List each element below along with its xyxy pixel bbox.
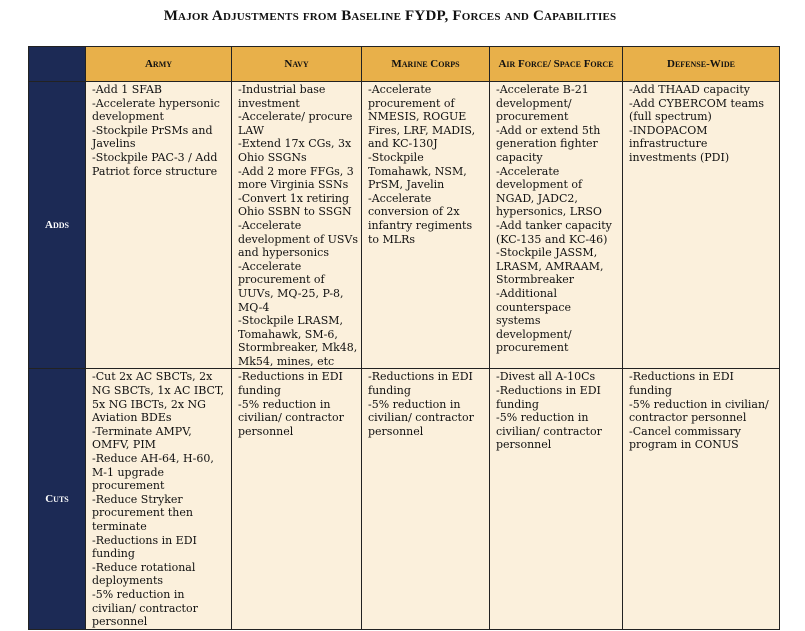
- list-item: -Accelerate hypersonic development: [92, 96, 220, 124]
- list-item: -5% reduction in civilian/ contractor personnel: [92, 587, 198, 629]
- column-header-army: Army: [86, 47, 232, 82]
- adjustments-table: [28, 46, 780, 630]
- list-item: -5% reduction in civilian/ contractor personnel: [629, 397, 769, 425]
- list-item: -Stockpile Tomahawk, NSM, PrSM, Javelin: [368, 150, 467, 192]
- cell-cuts-defense-wide: [623, 369, 780, 629]
- list-item: -Accelerate development of USVs and hypersonics: [238, 218, 358, 260]
- corner-cell: [29, 47, 86, 82]
- list-item: -Accelerate procurement of NMESIS, ROGUE Fires, LRF, MADIS, and KC-130J: [368, 83, 476, 151]
- list-item: -Stockpile LRASM, Tomahawk, SM-6, Stormbreaker, Mk48, Mk54, mines, etc: [238, 314, 358, 368]
- list-item: -Extend 17x CGs, 3x Ohio SSGNs: [238, 137, 352, 164]
- row-header-adds: Adds: [29, 82, 86, 369]
- column-header-air-force-space-force: Air Force/ Space Force: [490, 47, 623, 82]
- column-header-marine-corps: Marine Corps: [362, 47, 490, 82]
- list-item: -Accelerate development of NGAD, JADC2, hypersonics, LRSO: [496, 164, 602, 219]
- list-item: -Add THAAD capacity: [629, 83, 751, 96]
- cell-adds-marine-corps: [362, 82, 490, 369]
- list-item: -Reductions in EDI funding: [496, 384, 601, 411]
- list-item: -5% reduction in civilian/ contractor personnel: [368, 397, 474, 438]
- list-item: -Stockpile PrSMs and Javelins: [92, 123, 213, 151]
- list-item: -Add or extend 5th generation fighter capacity: [496, 123, 601, 164]
- list-item: -Reduce AH-64, H-60, M-1 upgrade procurement: [92, 452, 214, 493]
- row-header-cuts: Cuts: [29, 369, 86, 629]
- page-title: Major Adjustments from Baseline FYDP, Forces and Capabilities: [163, 8, 617, 24]
- list-item: -Industrial base investment: [238, 83, 326, 110]
- cell-adds-navy: [232, 82, 362, 369]
- list-item: -Cancel commissary program in CONUS: [629, 424, 741, 452]
- table-row-cuts: [29, 369, 780, 629]
- list-item: -Accelerate conversion of 2x infantry regiments to MLRs: [368, 191, 473, 246]
- list-item: -Stockpile JASSM, LRASM, AMRAAM, Stormbreaker: [496, 246, 604, 287]
- list-item: -Reductions in EDI funding: [368, 370, 473, 398]
- list-item: -Additional counterspace systems development/ procurement: [496, 286, 572, 355]
- column-header-navy: Navy: [232, 47, 362, 82]
- list-item: -Add 1 SFAB: [92, 83, 162, 96]
- list-item: -Reductions in EDI funding: [92, 533, 197, 561]
- list-item: -Reductions in EDI funding: [629, 370, 734, 398]
- list-item: -Divest all A-10Cs: [496, 370, 596, 384]
- cell-cuts-marine-corps: [362, 369, 490, 629]
- list-item: -Add tanker capacity (KC-135 and KC-46): [496, 218, 612, 246]
- list-item: -Convert 1x retiring Ohio SSBN to SSGN: [238, 191, 352, 219]
- list-item: -Stockpile PAC-3 / Add Patriot force structure: [92, 150, 218, 178]
- table-row-adds: [29, 82, 780, 369]
- cell-cuts-air-force-space-force: [490, 369, 623, 629]
- list-item: -Reduce Stryker procurement then terminate: [92, 492, 193, 533]
- list-item: -Accelerate/ procure LAW: [238, 110, 353, 137]
- list-item: -Accelerate B-21 development/ procurement: [496, 83, 589, 124]
- list-item: -Accelerate procurement of UUVs, MQ-25, P-8, MQ-4: [238, 259, 344, 314]
- header-row: [29, 47, 780, 82]
- list-item: -5% reduction in civilian/ contractor personnel: [238, 397, 344, 438]
- list-item: -5% reduction in civilian/ contractor personnel: [496, 411, 602, 452]
- cell-adds-air-force-space-force: [490, 82, 623, 369]
- list-item: -Terminate AMPV, OMFV, PIM: [92, 424, 192, 452]
- list-item: -Add 2 more FFGs, 3 more Virginia SSNs: [238, 164, 354, 192]
- column-header-defense-wide: Defense-Wide: [623, 47, 780, 82]
- cell-cuts-navy: [232, 369, 362, 629]
- cell-adds-army: [86, 82, 232, 369]
- list-item: -INDOPACOM infrastructure investments (PDI): [629, 123, 730, 164]
- cell-cuts-army: [86, 369, 232, 629]
- list-item: -Reduce rotational deployments: [92, 560, 196, 588]
- list-item: -Add CYBERCOM teams (full spectrum): [629, 96, 765, 124]
- list-item: -Cut 2x AC SBCTs, 2x NG SBCTs, 1x AC IBCT, 5x NG IBCTs, 2x NG Aviation BDEs: [92, 370, 225, 425]
- cell-adds-defense-wide: [623, 82, 780, 369]
- list-item: -Reductions in EDI funding: [238, 370, 343, 398]
